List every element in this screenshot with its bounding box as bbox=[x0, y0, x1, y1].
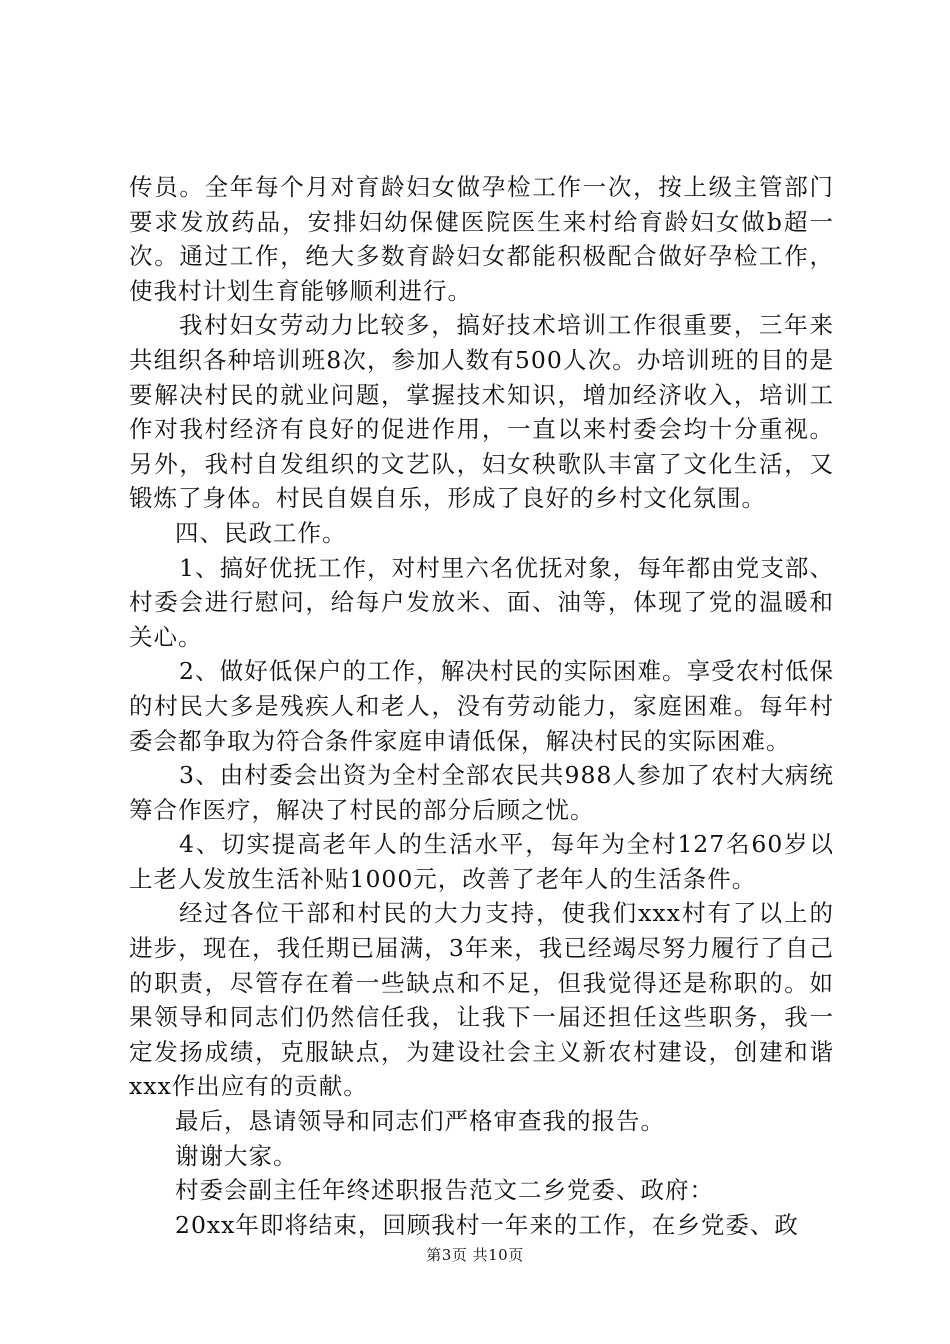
paragraph-item-1: 1、搞好优抚工作，对村里六名优抚对象，每年都由党支部、村委会进行慰问，给每户发放米、面、油等，体现了党的温暖和关心。 bbox=[129, 553, 834, 651]
paragraph-item-4: 4、切实提高老年人的生活水平，每年为全村127名60岁以上老人发放生活补贴1000元，改善了老年人的生活条件。 bbox=[129, 830, 834, 893]
paragraph-thanks: 谢谢大家。 bbox=[175, 1141, 298, 1170]
paragraph-item-3: 3、由村委会出资为全村全部农民共988人参加了农村大病统筹合作医疗，解决了村民的部分后顾之忧。 bbox=[129, 761, 834, 824]
paragraph-second-report-title: 村委会副主任年终述职报告范文二乡党委、政府： bbox=[175, 1176, 714, 1205]
paragraph-training: 我村妇女劳动力比较多，搞好技术培训工作很重要，三年来共组织各种培训班8次，参加人数有500人次。办培训班的目的是要解决村民的就业问题，掌握技术知识，增加经济收入，培训工作对我村经济有良好的促进作用，一直以来村委会均十分重视。另外，我村自发组织的文艺队，妇女秧歌队丰富了文化生活，又锻炼了身体。村民自娱自乐，形成了良好的乡村文化氛围。 bbox=[129, 311, 834, 513]
paragraph-conclusion: 经过各位干部和村民的大力支持，使我们xxx村有了以上的进步，现在，我任期已届满，3年来，我已经竭尽努力履行了自己的职责，尽管存在着一些缺点和不足，但我觉得还是称职的。如果领导和同志们仍然信任我，让我下一届还担任这些职务，我一定发扬成绩，克服缺点，为建设社会主义新农村建设，创建和谐xxx作出应有的贡献。 bbox=[129, 899, 834, 1101]
paragraph-request: 最后，恳请领导和同志们严格审查我的报告。 bbox=[175, 1107, 665, 1136]
page-footer: 第3页 共10页 bbox=[426, 1246, 524, 1264]
document-body bbox=[129, 170, 834, 1242]
section-heading-civil-affairs: 四、民政工作。 bbox=[175, 518, 347, 547]
paragraph-item-2: 2、做好低保户的工作，解决村民的实际困难。享受农村低保的村民大多是残疾人和老人，没有劳动能力，家庭困难。每年村委会都争取为符合条件家庭申请低保，解决村民的实际困难。 bbox=[129, 657, 834, 755]
paragraph-second-report-opening: 20xx年即将结束，回顾我村一年来的工作，在乡党委、政 bbox=[175, 1210, 799, 1239]
paragraph-continuation: 传员。全年每个月对育龄妇女做孕检工作一次，按上级主管部门要求发放药品，安排妇幼保健医院医生来村给育龄妇女做b超一次。通过工作，绝大多数育龄妇女都能积极配合做好孕检工作，使我村计划生育能够顺利进行。 bbox=[129, 173, 834, 305]
